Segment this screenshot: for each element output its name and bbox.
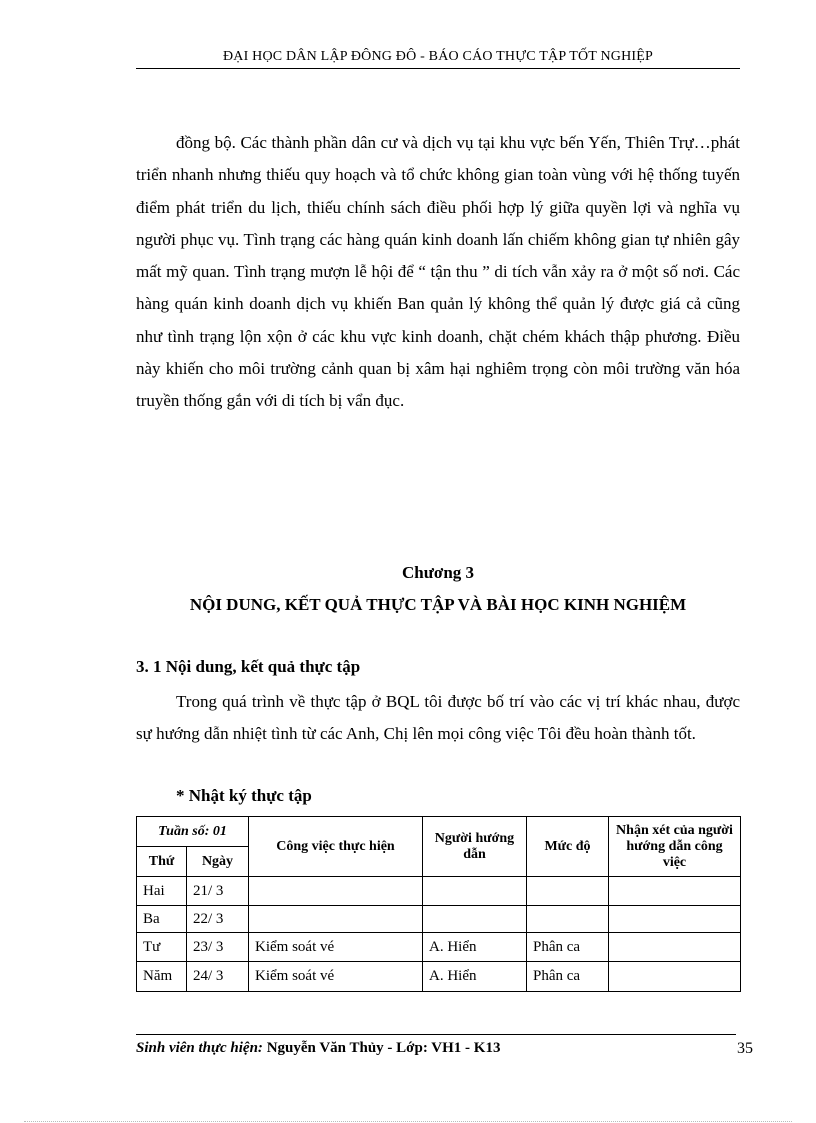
footer-rule (136, 1034, 736, 1035)
col-date-header: Ngày (187, 847, 249, 877)
table-row (137, 906, 741, 933)
cell-task: Kiểm soát vé (249, 962, 423, 992)
table-row (137, 962, 741, 992)
col-day-header: Thứ (137, 847, 187, 877)
page-number: 35 (737, 1040, 753, 1057)
col-mentor-header: Người hướng dẫn (423, 817, 527, 877)
page-header: ĐẠI HỌC DÂN LẬP ĐÔNG ĐÔ - BÁO CÁO THỰC TẬP TỐT NGHIỆP (222, 49, 654, 64)
chapter-number: Chương 3 (401, 563, 475, 582)
cell-day: Hai (137, 877, 187, 906)
col-level-header: Mức độ (527, 817, 609, 877)
cell-task: Kiểm soát vé (249, 933, 423, 962)
cell-comment (609, 906, 741, 933)
student-label: Sinh viên thực hiện: (136, 1040, 263, 1056)
header-rule (136, 68, 740, 69)
cell-comment (609, 933, 741, 962)
student-info: Nguyễn Văn Thủy - Lớp: VH1 - K13 (266, 1040, 501, 1056)
paragraph-2-text: Trong quá trình về thực tập ở BQL tôi được bố trí vào các vị trí khác nhau, được sự hướng dẫn nhiệt tình từ các Anh, Chị lên mọi công việc Tôi đều hoàn thành tốt. (136, 692, 740, 744)
cell-level: Phân ca (527, 962, 609, 992)
diary-heading: * Nhật ký thực tập (176, 786, 312, 805)
cell-task (249, 877, 423, 906)
cell-level (527, 906, 609, 933)
page-bottom-border (24, 1121, 792, 1122)
cell-mentor: A. Hiển (423, 962, 527, 992)
cell-level: Phân ca (527, 933, 609, 962)
paragraph-1-text: đồng bộ. Các thành phần dân cư và dịch vụ tại khu vực bến Yến, Thiên Trự…phát triển nhanh nhưng thiếu quy hoạch và tổ chức không gian toàn vùng với hệ thống tuyến điểm phát triển du lịch, thiếu chính sách điều phối hợp lý giữa quyền lợi và nghĩa vụ người phục vụ. Tình trạng các hàng quán kinh doanh lấn chiếm không gian tự nhiên gây mất mỹ quan. Tình trạng mượn lễ hội để “ tận thu ” di tích vẫn xảy ra ở một số nơi. Các hàng quán kinh doanh dịch vụ khiến Ban quản lý không thể quản lý được giá cả cũng như tình trạng lộn xộn ở các khu vực kinh doanh, chặt chém khách thập phương. Điều này khiến cho môi trường cảnh quan bị xâm hại nghiêm trọng còn môi trường văn hóa truyền thống gắn với di tích bị vẩn đục. (136, 133, 740, 411)
cell-mentor (423, 906, 527, 933)
table-row (137, 933, 741, 962)
page-footer (136, 1040, 500, 1057)
section-heading: 3. 1 Nội dung, kết quả thực tập (136, 657, 361, 676)
cell-day: Ba (137, 906, 187, 933)
cell-date: 21/ 3 (187, 877, 249, 906)
table-header-row (137, 817, 741, 847)
cell-task (249, 906, 423, 933)
cell-date: 23/ 3 (187, 933, 249, 962)
col-task-header: Công việc thực hiện (249, 817, 423, 877)
body-paragraph-2 (136, 686, 740, 751)
col-comment-header: Nhận xét của người hướng dẫn công việc (609, 817, 741, 877)
cell-date: 24/ 3 (187, 962, 249, 992)
table-row (137, 877, 741, 906)
chapter-title: NỘI DUNG, KẾT QUẢ THỰC TẬP VÀ BÀI HỌC KINH NGHIỆM (189, 595, 687, 614)
week-label: Tuần số: 01 (137, 817, 249, 847)
cell-day: Tư (137, 933, 187, 962)
cell-day: Năm (137, 962, 187, 992)
body-paragraph-1 (136, 127, 740, 418)
cell-date: 22/ 3 (187, 906, 249, 933)
cell-mentor: A. Hiển (423, 933, 527, 962)
internship-diary-table (136, 816, 741, 992)
cell-level (527, 877, 609, 906)
cell-comment (609, 962, 741, 992)
cell-comment (609, 877, 741, 906)
cell-mentor (423, 877, 527, 906)
